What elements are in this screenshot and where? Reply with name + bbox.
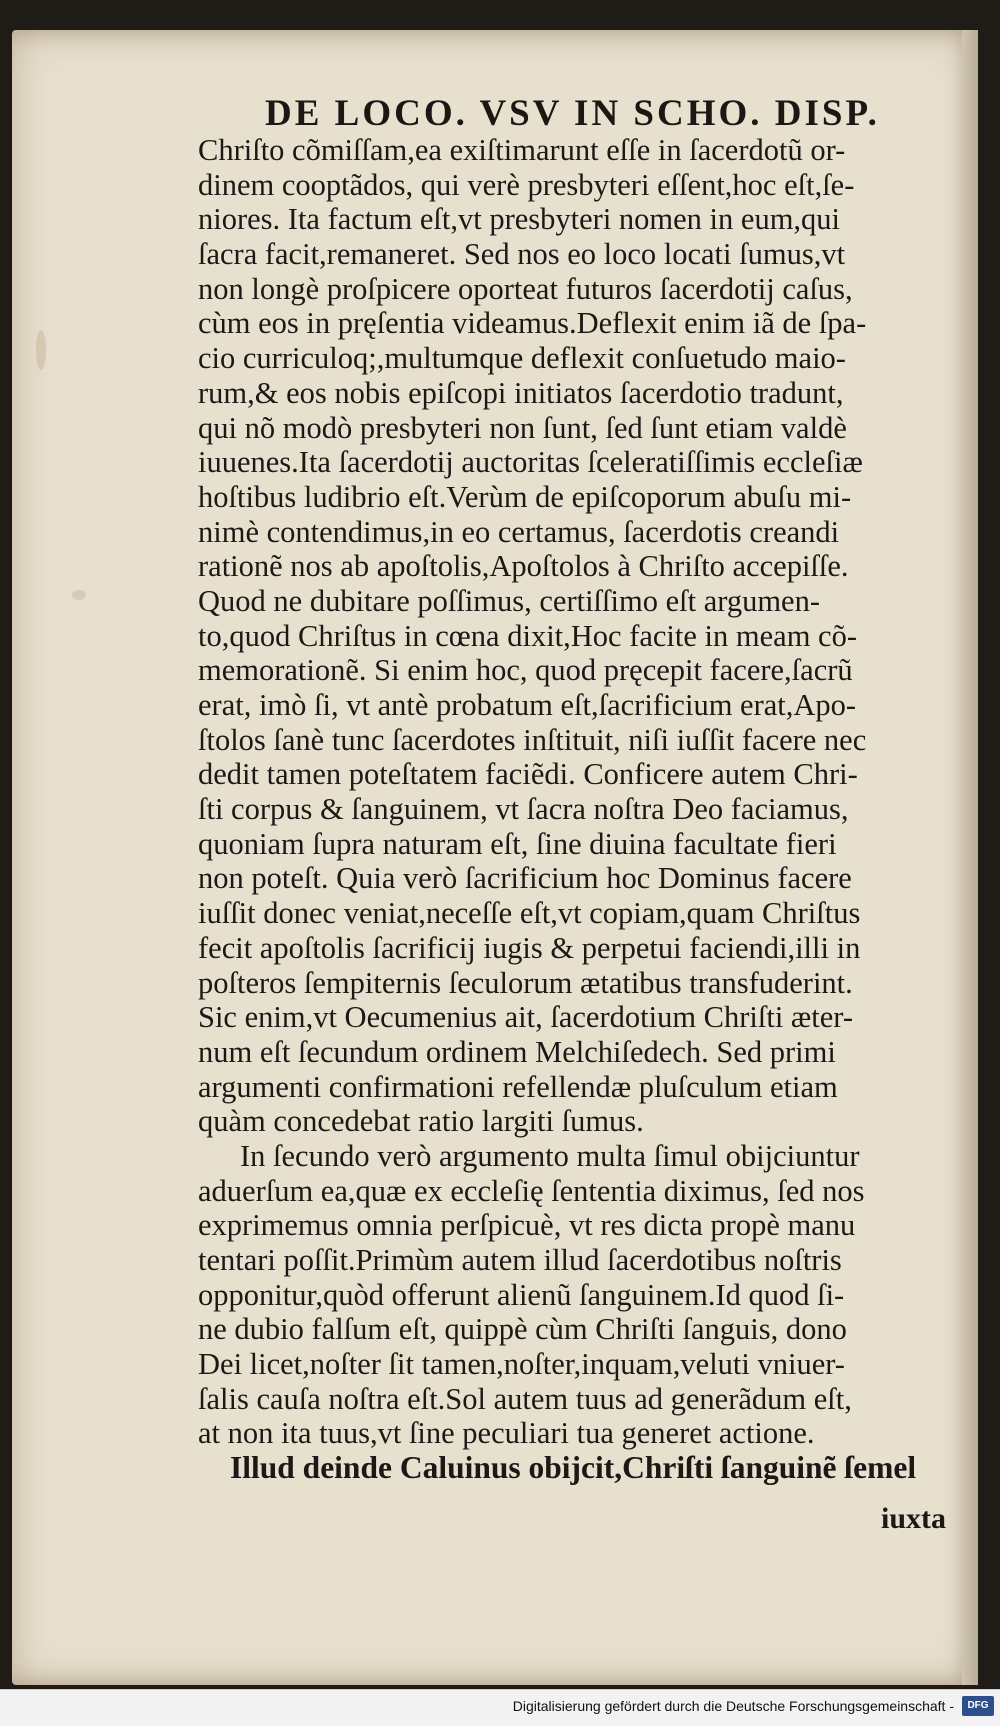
digitization-credit: Digitalisierung gefördert durch die Deutsche Forschungsgemeinschaft - xyxy=(512,1698,954,1714)
text-line: ſtolos ſanè tunc ſacerdotes inſtituit, niſi iuſſit facere nec xyxy=(198,722,867,757)
text-line: Sic enim,vt Oecumenius ait, ſacerdotium Chriſti æter- xyxy=(198,1000,853,1035)
text-line: dedit tamen poteſtatem faciẽdi. Conficere autem Chri- xyxy=(198,757,858,792)
text-line: quàm concedebat ratio largiti ſumus. xyxy=(198,1104,644,1139)
text-line: ſacra facit,remaneret. Sed nos eo loco locati ſumus,vt xyxy=(198,237,846,272)
text-line: erat, imò ſi, vt antè probatum eſt,ſacrificium erat,Apo- xyxy=(198,688,857,722)
text-line: ſalis cauſa noſtra eſt.Sol autem tuus ad generãdum eſt, xyxy=(198,1381,852,1416)
text-line: num eſt ſecundum ordinem Melchiſedech. Sed primi xyxy=(198,1034,836,1069)
text-line: dinem cooptãdos, qui verè presbyteri eſſent,hoc eſt,ſe- xyxy=(198,167,855,202)
footer-bar xyxy=(0,1689,1000,1726)
paper-stain xyxy=(36,330,46,370)
text-line: to,quod Chriſtus in cœna dixit,Hoc facite in meam cõ- xyxy=(198,618,857,653)
text-line: cio curriculoq;,multumque deflexit conſuetudo maio- xyxy=(198,341,846,376)
text-line: iuſſit donec veniat,neceſſe eſt,vt copiam,quam Chriſtus xyxy=(198,896,861,931)
catchword: iuxta xyxy=(880,1502,946,1535)
text-line: opponitur,quòd offerunt alienũ ſanguinem.Id quod ſi- xyxy=(198,1277,845,1312)
text-line: poſteros ſempiternis ſeculorum ætatibus transfuderint. xyxy=(198,965,853,1000)
text-line: argumenti confirmationi refellendæ pluſculum etiam xyxy=(198,1069,838,1104)
text-line: iuuenes.Ita ſacerdotij auctoritas ſceleratiſſimis eccleſiæ xyxy=(198,445,863,480)
text-line: cùm eos in pręſentia videamus.Deflexit enim iã de ſpa- xyxy=(198,306,867,341)
body-text xyxy=(198,133,958,1486)
dfg-logo: DFG xyxy=(962,1696,994,1716)
text-line: quoniam ſupra naturam eſt, ſine diuina facultate fieri xyxy=(198,826,837,861)
text-line: rum,& eos nobis epiſcopi initiatos ſacerdotio tradunt, xyxy=(198,375,844,410)
text-line: Dei licet,noſter ſit tamen,noſter,inquam,veluti vniuer- xyxy=(198,1347,845,1382)
text-line: In ſecundo verò argumento multa ſimul obijciuntur xyxy=(240,1138,860,1173)
text-line: ſti corpus & ſanguinem, vt ſacra noſtra Deo faciamus, xyxy=(198,792,849,827)
text-line: niores. Ita factum eſt,vt presbyteri nomen in eum,qui xyxy=(198,202,841,237)
text-line: Illud deinde Caluinus obijcit,Chriſti ſanguinẽ ſemel xyxy=(230,1450,917,1486)
page-edge xyxy=(962,30,978,1685)
running-head: DE LOCO. VSV IN SCHO. DISP. xyxy=(265,93,880,134)
text-line: Chriſto cõmiſſam,ea exiſtimarunt eſſe in ſacerdotũ or- xyxy=(198,133,846,167)
text-line: qui nõ modò presbyteri non ſunt, ſed ſunt etiam valdè xyxy=(198,410,847,445)
text-line: ne dubio falſum eſt, quippè cùm Chriſti ſanguis, dono xyxy=(198,1312,847,1347)
text-line: tentari poſſit.Primùm autem illud ſacerdotibus noſtris xyxy=(198,1243,842,1277)
text-line: hoſtibus ludibrio eſt.Verùm de epiſcoporum abuſu mi- xyxy=(198,479,852,514)
text-line: Quod ne dubitare poſſimus, certiſſimo eſt argumen- xyxy=(198,583,821,618)
text-line: aduerſum ea,quæ ex eccleſię ſententia diximus, ſed nos xyxy=(198,1173,865,1208)
text-line: at non ita tuus,vt ſine peculiari tua generet actione. xyxy=(198,1416,815,1451)
text-line: non poteſt. Quia verò ſacrificium hoc Dominus facere xyxy=(198,861,852,896)
text-line: memorationẽ. Si enim hoc, quod pręcepit facere,ſacrũ xyxy=(198,653,853,688)
text-line: nimè contendimus,in eo certamus, ſacerdotis creandi xyxy=(198,514,840,549)
text-line: rationẽ nos ab apoſtolis,Apoſtolos à Chriſto accepiſſe. xyxy=(198,549,849,584)
text-line: non longè proſpicere oporteat futuros ſacerdotij caſus, xyxy=(198,271,853,306)
text-line: fecit apoſtolis ſacrificij iugis & perpetui faciendi,illi in xyxy=(198,930,861,965)
text-line: exprimemus omnia perſpicuè, vt res dicta propè manu xyxy=(198,1208,856,1243)
paper-stain xyxy=(72,590,86,600)
